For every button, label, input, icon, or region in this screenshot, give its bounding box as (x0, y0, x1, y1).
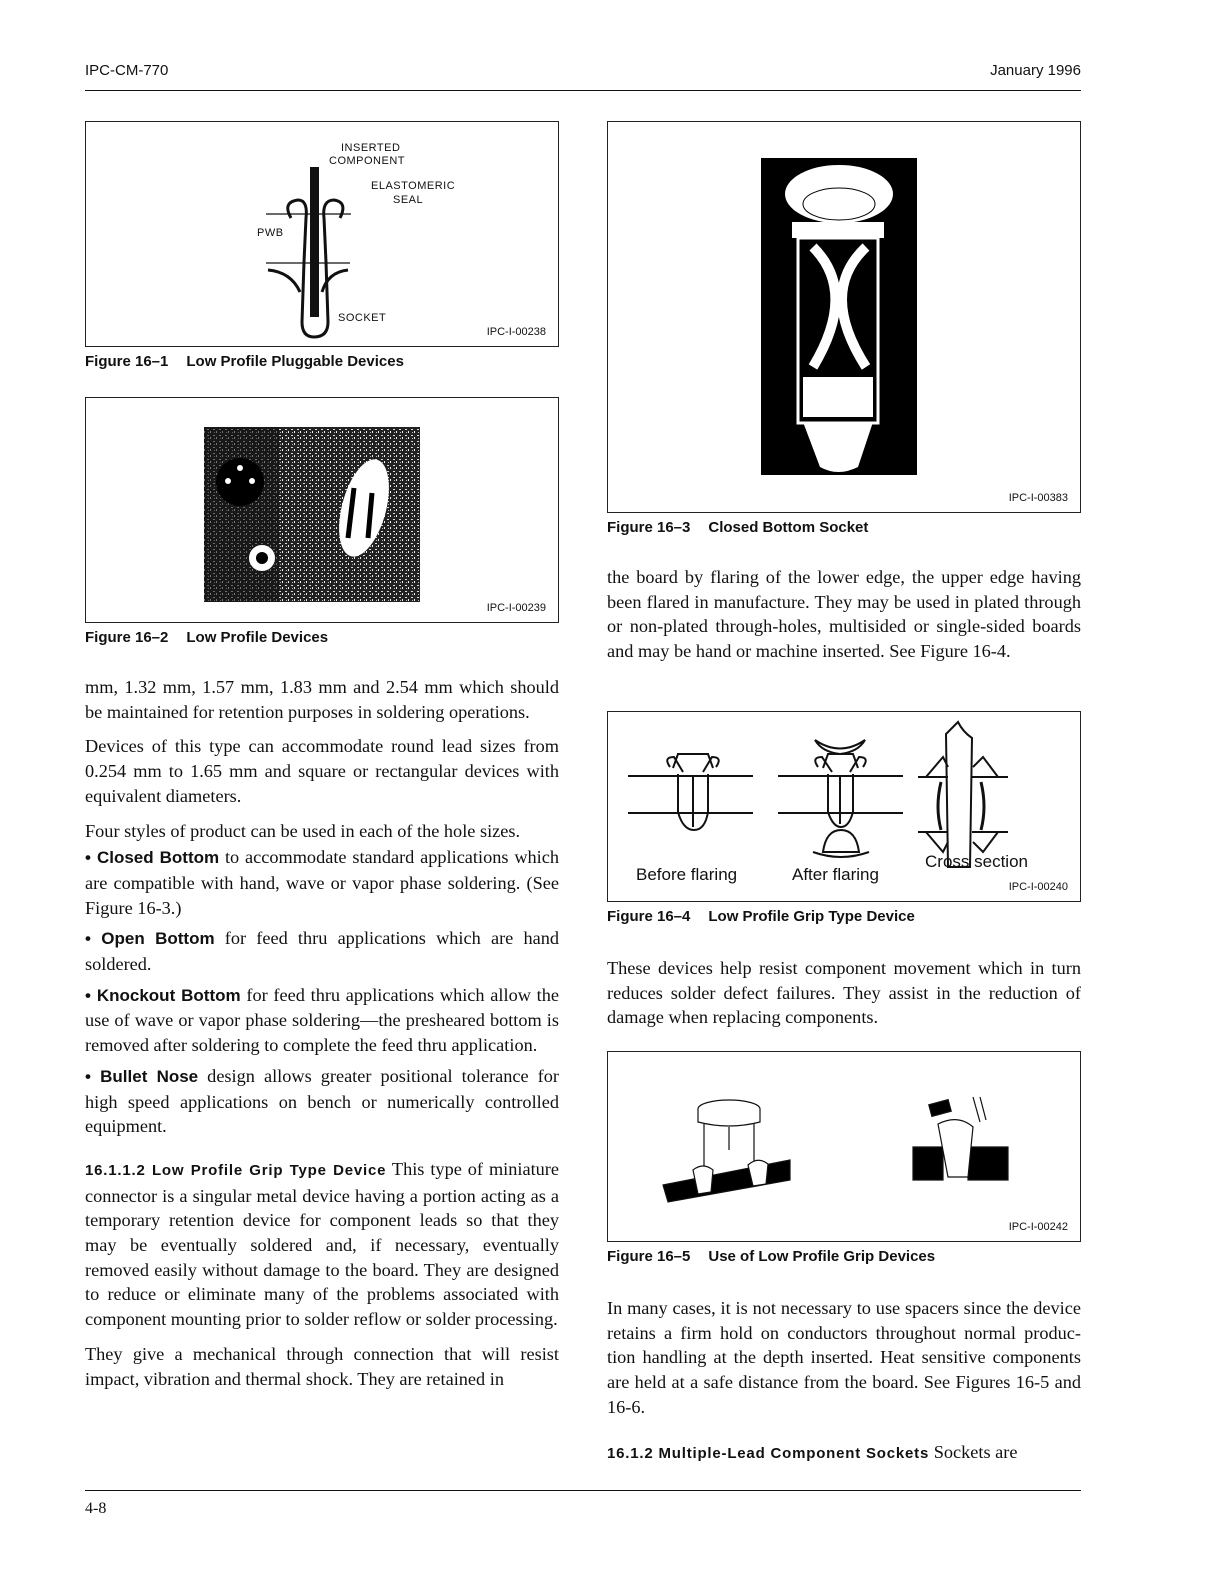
low-profile-devices-photo (86, 398, 560, 624)
figure-image-id: IPC-I-00238 (486, 326, 546, 338)
paragraph: mm, 1.32 mm, 1.57 mm, 1.83 mm and 2.54 mm which should be maintained for retention purposes in soldering operations. (85, 677, 559, 722)
figure-image-id: IPC-I-00240 (1008, 881, 1068, 893)
paragraph: the board by flaring of the lower edge, the upper edge having been flared in manufacture. They may be used in plated through or non-plated through-holes, multisided or single-sided boards and may be hand or machine inserted. See Figure 16-4. (607, 567, 1081, 662)
section-16-1-2: 16.1.2 Multiple-Lead Component Sockets Sockets are (607, 1441, 1018, 1462)
section-heading: 16.1.2 Multiple-Lead Component Sockets (607, 1444, 930, 1462)
figure-16-4 (607, 711, 1081, 902)
figure-16-2 (85, 397, 559, 623)
figure-16-5-caption: Figure 16–5 Use of Low Profile Grip Devices (607, 1248, 936, 1265)
paragraph: They give a mechanical through connection that will resist impact, vibration and thermal shock. They are retained in (85, 1343, 559, 1389)
figure-image-id: IPC-I-00239 (486, 602, 546, 614)
left-column-text (85, 675, 559, 1401)
label-socket: SOCKET (338, 312, 387, 324)
bullet-open-bottom: • Open Bottom for feed thru applications which are hand soldered. (85, 928, 560, 975)
figure-16-2-caption: Figure 16–2 Low Profile Devices (85, 629, 329, 646)
bullet-knockout-bottom: • Knockout Bottom for feed thru applications which allow the use of wave or vapor phase soldering—the presheared bottom is removed after soldering to complete the feed thru application. (85, 984, 559, 1056)
label-inserted: INSERTED (341, 142, 401, 154)
label-seal: SEAL (393, 194, 424, 206)
figure-16-3-caption: Figure 16–3 Closed Bottom Socket (607, 519, 869, 536)
document-id: IPC-CM-770 (85, 62, 169, 79)
right-column-text-3 (607, 1296, 1081, 1476)
grip-devices-usage-diagram (608, 1052, 1082, 1243)
label-cross-section: Cross section (925, 852, 1028, 871)
footer-rule (85, 1490, 1081, 1491)
figure-image-id: IPC-I-00242 (1008, 1221, 1068, 1233)
label-elastomeric: ELASTOMERIC (371, 180, 456, 192)
figure-16-4-caption: Figure 16–4 Low Profile Grip Type Device (607, 908, 915, 925)
figure-16-3 (607, 121, 1081, 513)
label-after-flaring: After flaring (792, 865, 879, 884)
label-before-flaring: Before flaring (636, 865, 738, 884)
page-number: 4-8 (85, 1500, 107, 1517)
closed-bottom-socket-photo (608, 122, 1082, 514)
section-16-1-1-2: 16.1.1.2 Low Profile Grip Type Device This type of miniature connector is a singular metal device having a portion acting as a temporary retention device for component leads so that they may be eventually soldered and, if necessary, eventually removed easily without damage to the board. They are designed to reduce or eliminate many of the problems associated with component mounting prior to solder reflow or solder processing. (85, 1158, 559, 1330)
figure-16-1-caption: Figure 16–1 Low Profile Pluggable Devices (85, 353, 404, 370)
right-column-text-1 (607, 565, 1081, 674)
figure-image-id: IPC-I-00383 (1008, 492, 1068, 504)
figure-16-5 (607, 1051, 1081, 1242)
section-heading: 16.1.1.2 Low Profile Grip Type Device (85, 1161, 387, 1179)
paragraph: These devices help resist component movement which in turn reduces solder defect failures. They assist in the reduction of damage when replacing components. (607, 958, 1081, 1028)
paragraph: Devices of this type can accommodate round lead sizes from 0.254 mm to 1.65 mm and square or rectangular devices with equivalent diameters. (85, 736, 559, 806)
header-rule (85, 90, 1081, 91)
right-column-text-2 (607, 956, 1081, 1040)
document-date: January 1996 (990, 62, 1081, 79)
paragraph: In many cases, it is not necessary to use spacers since the device retains a firm hold on conductors throughout normal produc- tion handling at the depth inserted. Heat sensitive components are held at a safe distance from the board. See Figures 16-5 and 16-6. (607, 1298, 1081, 1417)
label-pwb: PWB (257, 227, 284, 239)
paragraph: Four styles of product can be used in each of the hole sizes. (85, 820, 521, 841)
pluggable-device-diagram (86, 122, 560, 348)
bullet-closed-bottom: • Closed Bottom to accommodate standard applications which are compatible with hand, wave or vapor phase soldering. (See Figure 16-3.) (85, 847, 559, 918)
bullet-bullet-nose: • Bullet Nose design allows greater positional tolerance for high speed applications on bench or numerically controlled equipment. (85, 1065, 559, 1137)
label-component: COMPONENT (329, 155, 405, 167)
figure-16-1 (85, 121, 559, 347)
